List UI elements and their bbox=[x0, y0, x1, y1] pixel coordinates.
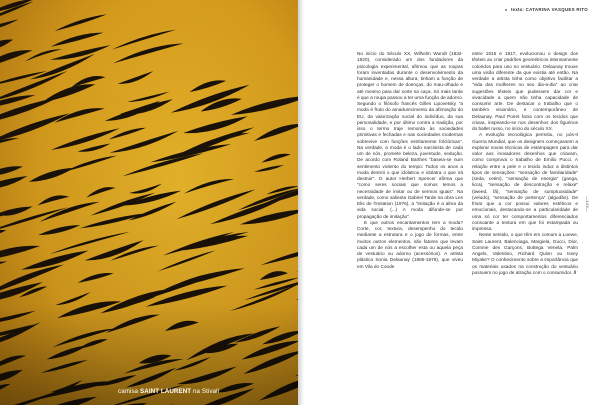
tiger-stripes-image bbox=[0, 0, 298, 405]
paragraph: E que outros encantamentos tem a moda? Corte, cor, textura, desempenho do tecido mediante a estrutura e o jogo de formas, entre muitos outros elementos, são fatores que levam cada um de nós a escolher esta ou aquela peça de vestuário ou adorno (acessórios). A artista plástica Sonia Delaunay (1885-1979), que viveu em Vila do Conde bbox=[357, 220, 463, 270]
caption-brand: SAINT LAURENT bbox=[140, 388, 192, 395]
page-number: —123— bbox=[585, 196, 590, 213]
text-column-2 bbox=[472, 52, 578, 277]
paragraph: entre 1915 e 1917, evolucionou o design dos têxteis ao criar padrões geométricos intensamente coloridos para uso no vestuário. Delaunay trouxe uma visão diferente da que existia até então. Na verdade a artista tinha como objetivo facilitar a "vida das mulheres no seu dia-a-dia" ao criar sugestões têxteis que pudessem dar cor e vivacidade a quem não tinha capacidade de consumir arte. De destacar o trabalho que o também visionário, e contemporâneo de Delaunay, Paul Poiret fazia com os tecidos que criava, inspirando-se nos desenhos dos figurinos do ballet russo, no início do século XX. bbox=[472, 52, 578, 132]
credit-label: texto: bbox=[511, 7, 525, 12]
paragraph-final bbox=[472, 233, 578, 277]
article-credit bbox=[505, 7, 588, 12]
end-mark: // bbox=[573, 270, 577, 276]
paragraph: A evolução tecnológica permitiu, no pós-II Guerra Mundial, que os designers começassem a explorar novas técnicas de estampagem para dar valor aos inovadores desenhos que criavam, como comprova o trabalho de Emilio Pucci. A relação entre a pele e o tecido induz a distintos tipos de sensações: "sensação de familiaridade" (seda, cetim), "sensação de energia" (ganga, licra), "sensação de descontração e relaxe" (tweed, lã), "sensação de sumptuosidade" (veludo), "sensação de pertença" (algodão). De frisar que a cor possui valores estéticos e emocionais, destacando-se a particularidade de uma só cor ter comportamentos diferenciados consoante a textura em que foi estampada ou impressa. bbox=[472, 133, 578, 232]
page-gutter bbox=[298, 0, 304, 405]
caption-prefix: camisa bbox=[118, 388, 139, 395]
paragraph-text: Neste sentido, o que têm em comum a Loewe, Saint Laurent, Balenciaga, Margiela, Gucci, Dior, Comme des Garçons, Bottega Veneta, Palm Angels, Valentino, Richard Quinn ou Issey Miyake? O conhecimento sobre a importância que os materiais usados na construção do vestuário possuem no jogo de atração com o consumidor. bbox=[472, 233, 578, 276]
caption-suffix: na Stivali bbox=[193, 388, 220, 395]
photo-caption bbox=[118, 388, 298, 395]
arrow-icon: ▸ bbox=[505, 7, 508, 12]
tiger-print-photo bbox=[0, 0, 298, 405]
author-name: CATARINA VASQUES RITO bbox=[525, 7, 588, 12]
paragraph: No início do Século XX, Wilhelm Wundt (1832-1920), considerado um dos fundadores da psicologia experimental, afirmou que as roupas foram inventadas durante o desenvolvimento da humanidade e, nessa altura, tinham a função de proteger o homem de doenças, do mau-olhado e até mesmo para dar sorte na caça. Só mais tarde é que a roupa passou a ter uma função de adorno. Segundo o filósofo francês Gilles Lipovetsky "a moda é fruto do amadurecimento da afirmação do EU, da valorização social do indivíduo, da sua personalidade, e por último contra a tradição, por isso o termo traje remonta às sociedades primitivas e fechadas e nas sociedades modernas sobrevive com funções estritamente folclóricas". Na verdade, a moda é o lado narcisista de cada um de nós, promete beleza, juventude, sedução. De acordo com Roland Barthes "baseia-se num sentimento violento do tempo: Todos os anos a moda destrói o que idolatrou e idolatra o que irá destruir". O autor Herbert Spencer afirma que "como seres sociais que somos temos a necessidade de imitar ou de sermos iguais". Na verdade, como salienta Gabriel Tarde na obra Les Elis de l'imitation (1976), a "imitação é a alma da vida social. (...) A moda difunde-se por propagação de imitação". bbox=[357, 52, 463, 220]
text-column-1 bbox=[357, 52, 463, 271]
